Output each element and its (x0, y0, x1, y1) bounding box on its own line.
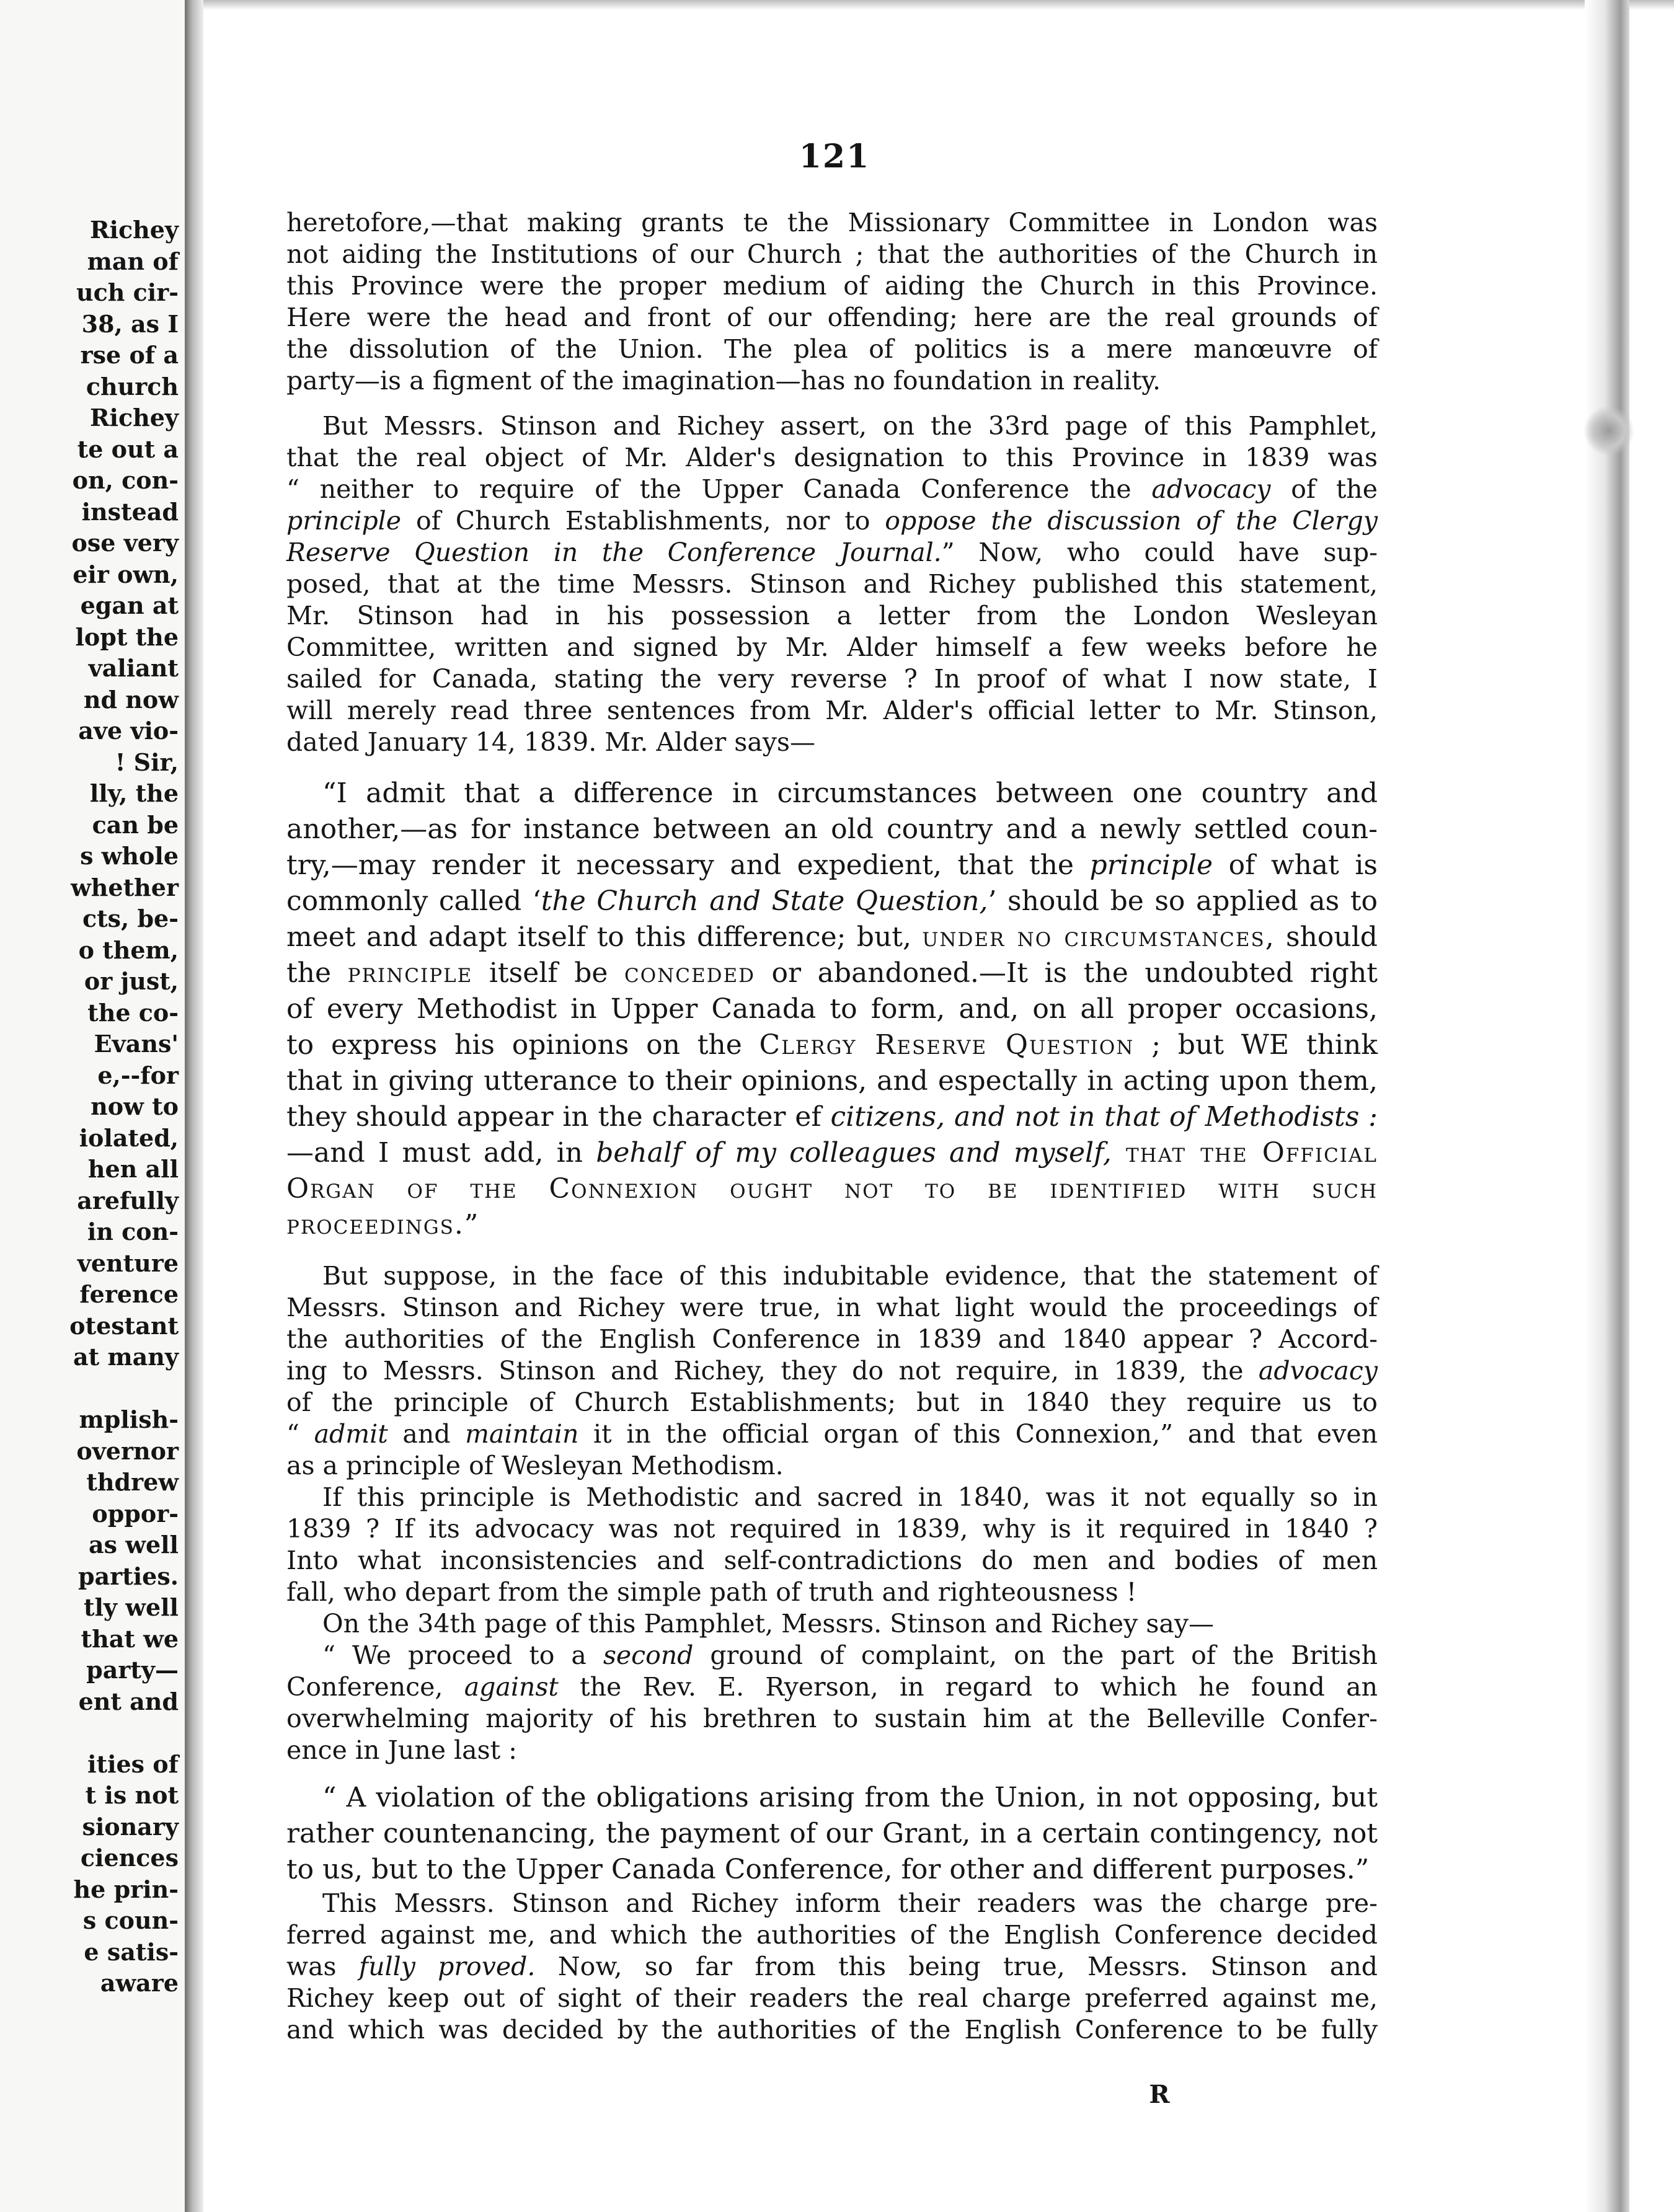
page-stain (1584, 406, 1634, 456)
left-page-fragment: e satis- (84, 1937, 179, 1966)
text-line: “ neither to require of the Upper Canada Conference the advocacy of the (286, 474, 1378, 504)
left-page-fragment: t is not (85, 1781, 179, 1809)
text-line: not aiding the Institutions of our Church ; that the authorities of the Church in (286, 239, 1378, 269)
text-line: If this principle is Methodistic and sacred in 1840, was it not equally so in (322, 1482, 1378, 1512)
left-page-fragment: sionary (82, 1812, 179, 1841)
text-line: “ admit and maintain it in the official organ of this Connexion,” and that even (286, 1419, 1378, 1449)
quote-line: to us, but to the Upper Canada Conference, for other and different purposes.” (286, 1854, 1370, 1885)
left-page-fragment: now to (91, 1092, 179, 1120)
left-page-fragment: ose very (71, 529, 179, 557)
left-page-fragment: lly, the (89, 779, 179, 807)
left-page-fragment: otestant (69, 1311, 179, 1340)
quote-line: Organ of the Connexion ought not to be identified with such (286, 1173, 1378, 1205)
quote-line: they should appear in the character ef citizens, and not in that of Methodists : (286, 1101, 1378, 1133)
left-page-fragment: ent and (78, 1687, 179, 1715)
text-line: 1839 ? If its advocacy was not required in 1839, why is it required in 1840 ? (286, 1514, 1378, 1544)
quote-line: the principle itself be conceded or abandoned.—It is the undoubted right (286, 957, 1378, 989)
left-page-fragment: ciences (80, 1844, 179, 1872)
text-line: On the 34th page of this Pamphlet, Messrs. Stinson and Richey say— (322, 1609, 1215, 1639)
quote-line: that in giving utterance to their opinions, and espectally in acting upon them, (286, 1065, 1378, 1097)
quote-line: of every Methodist in Upper Canada to form, and, on all proper occasions, (286, 993, 1378, 1025)
text-line: Into what inconsistencies and self-contradictions do men and bodies of men (286, 1546, 1378, 1575)
left-page-fragment: or just, (84, 967, 179, 995)
left-page-fragment: iolated, (79, 1123, 179, 1152)
page-number: 121 (799, 138, 870, 175)
left-page-fragment: in con- (87, 1218, 179, 1245)
left-page-fragment: overnor (76, 1436, 179, 1465)
left-page-fragment: lopt the (75, 622, 179, 651)
left-page-fragment: arefully (77, 1186, 179, 1214)
left-page-fragment: ! Sir, (115, 748, 179, 776)
left-page-fragment: at many (73, 1343, 179, 1371)
body-text (286, 207, 1378, 2046)
quote-line: proceedings.” (286, 1209, 480, 1241)
left-page-fragment: church (86, 372, 179, 400)
left-page-fragment: ave vio- (78, 717, 179, 745)
left-page-fragment: nd now (83, 685, 179, 714)
text-line: party—is a figment of the imagination—has no foundation in reality. (286, 366, 1161, 396)
text-line: and which was decided by the authorities of the English Conference to be fully (286, 2015, 1378, 2045)
text-line: was fully proved. Now, so far from this being true, Messrs. Stinson and (286, 1952, 1378, 1981)
left-page-fragment: aware (100, 1969, 179, 1997)
signature-mark: R (1149, 2080, 1170, 2109)
left-page-fragment: that we (81, 1624, 179, 1653)
text-line: Mr. Stinson had in his possession a letter from the London Wesleyan (286, 601, 1378, 630)
left-page-fragment: e,--for (97, 1061, 179, 1089)
left-page-fragment: 38, as I (81, 309, 179, 338)
quote-line: meet and adapt itself to this difference; but, under no circumstances, should (286, 921, 1378, 953)
left-page-fragment: mplish- (79, 1405, 179, 1433)
quote-line: another,—as for instance between an old country and a newly settled coun- (286, 813, 1378, 845)
text-line: ferred against me, and which the authorities of the English Conference decided (286, 1920, 1378, 1950)
text-line: dated January 14, 1839. Mr. Alder says— (286, 727, 815, 757)
left-page-fragment: he prin- (73, 1875, 179, 1903)
left-page-fragment: hen all (87, 1155, 179, 1183)
text-line: ence in June last : (286, 1735, 517, 1765)
text-line: sailed for Canada, stating the very reverse ? In proof of what I now state, I (286, 664, 1378, 694)
text-line: But suppose, in the face of this indubitable evidence, that the statement of (322, 1261, 1378, 1291)
left-page-fragment: party— (86, 1656, 179, 1684)
left-page-fragment: s coun- (82, 1906, 179, 1934)
left-page-fragment: ities of (87, 1750, 179, 1778)
page-right-edge (1585, 0, 1629, 2212)
left-page-fragment: cts, be- (82, 905, 179, 932)
left-page-fragment: thdrew (86, 1468, 179, 1496)
left-page-fragment: egan at (80, 591, 179, 619)
text-line: Richey keep out of sight of their readers the real charge preferred against me, (286, 1983, 1378, 2013)
quote-line: try,—may render it necessary and expedient, that the principle of what is (286, 849, 1378, 881)
quote-line: “ A violation of the obligations arising from the Union, in not opposing, but (322, 1782, 1378, 1813)
text-line: the dissolution of the Union. The plea of politics is a mere manœuvre of (286, 334, 1378, 364)
left-page-fragment (0, 1717, 179, 1749)
text-line: principle of Church Establishments, nor to oppose the discussion of the Clergy (286, 506, 1378, 536)
text-line: But Messrs. Stinson and Richey assert, on the 33rd page of this Pamphlet, (322, 411, 1378, 441)
text-line: Here were the head and front of our offending; here are the real grounds of (286, 303, 1378, 332)
text-line: “ We proceed to a second ground of complaint, on the part of the British (322, 1640, 1378, 1670)
text-line: Messrs. Stinson and Richey were true, in what light would the proceedings of (286, 1293, 1378, 1322)
text-line: Committee, written and signed by Mr. Alder himself a few weeks before he (286, 632, 1378, 662)
quote-line: “I admit that a difference in circumstances between one country and (322, 777, 1378, 809)
text-line: Conference, against the Rev. E. Ryerson, in regard to which he found an (286, 1672, 1378, 1702)
text-line: this Province were the proper medium of aiding the Church in this Province. (286, 271, 1378, 301)
text-line: that the real object of Mr. Alder's designation to this Province in 1839 was (286, 443, 1378, 472)
left-page-fragment: parties. (78, 1562, 179, 1590)
quote-line: commonly called ‘the Church and State Question,’ should be so applied as to (286, 885, 1378, 917)
left-page-text (0, 215, 179, 1999)
left-page-fragment: whether (71, 873, 179, 901)
text-line: posed, that at the time Messrs. Stinson and Richey published this statement, (286, 569, 1378, 599)
left-page-fragment: tly well (83, 1593, 179, 1621)
quote-line: rather countenancing, the payment of our Grant, in a certain contingency, not (286, 1818, 1378, 1849)
left-page-fragment: Evans' (94, 1030, 179, 1058)
left-page-fragment: venture (77, 1249, 179, 1277)
text-line: overwhelming majority of his brethren to sustain him at the Belleville Confer- (286, 1704, 1378, 1733)
left-page-fragment: te out a (77, 435, 179, 463)
text-line: as a principle of Wesleyan Methodism. (286, 1451, 784, 1480)
left-page-fragment: uch cir- (76, 278, 179, 306)
text-line: This Messrs. Stinson and Richey inform their readers was the charge pre- (322, 1888, 1378, 1918)
left-page-fragment: s whole (80, 842, 179, 870)
left-page-fragment: on, con- (72, 466, 179, 494)
left-page-fragment: eir own, (73, 560, 179, 588)
text-line: heretofore,—that making grants te the Missionary Committee in London was (286, 208, 1378, 237)
text-line: will merely read three sentences from Mr. Alder's official letter to Mr. Stinson, (286, 696, 1378, 725)
left-page-fragment: Richey (89, 404, 179, 431)
left-page-fragment: man of (87, 247, 179, 275)
left-page-fragment: valiant (88, 654, 179, 682)
left-page-fragment: as well (88, 1531, 179, 1559)
text-line: fall, who depart from the simple path of truth and righteousness ! (286, 1577, 1137, 1607)
text-line: Reserve Question in the Conference Journal.” Now, who could have sup- (286, 538, 1378, 567)
left-page-fragment: o them, (78, 936, 179, 964)
left-page-fragment: can be (92, 810, 179, 839)
left-page-fragment (0, 1373, 179, 1405)
text-line: of the principle of Church Establishments; but in 1840 they require us to (286, 1387, 1378, 1417)
left-page-fragment: rse of a (80, 341, 179, 369)
quote-line: —and I must add, in behalf of my colleagues and myself, that the Official (286, 1137, 1378, 1169)
text-line: the authorities of the English Conference in 1839 and 1840 appear ? Accord- (286, 1324, 1378, 1354)
quote-line: to express his opinions on the Clergy Reserve Question ; but WE think (286, 1029, 1378, 1061)
left-page-fragment: oppor- (92, 1499, 179, 1528)
left-page-fragment: instead (81, 497, 179, 526)
book-gutter (185, 0, 203, 2212)
text-line: ing to Messrs. Stinson and Richey, they do not require, in 1839, the advocacy (286, 1356, 1378, 1386)
left-page-fragment: ference (79, 1280, 179, 1308)
left-page-fragment: the co- (87, 998, 179, 1027)
left-page (0, 0, 185, 2212)
page-top-edge (203, 0, 1674, 10)
left-page-fragment: Richey (89, 216, 179, 244)
